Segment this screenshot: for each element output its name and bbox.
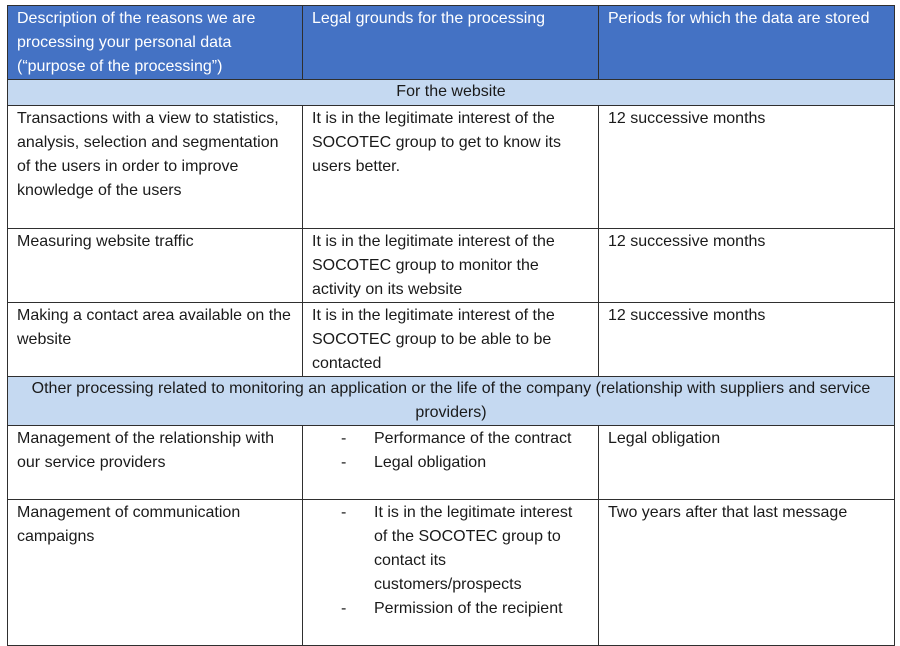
period-cell: 12 successive months xyxy=(599,106,895,229)
dash-bullet: - xyxy=(341,600,347,617)
list-item-text: Permission of the recipient xyxy=(374,600,563,617)
header-purpose: Description of the reasons we are processing your personal data (“purpose of the processing”) xyxy=(8,6,303,80)
header-legal-grounds: Legal grounds for the processing xyxy=(303,6,599,80)
purpose-cell: Measuring website traffic xyxy=(8,229,303,303)
list-item-text: Legal obligation xyxy=(374,454,487,471)
legal-grounds-list xyxy=(312,427,589,475)
purpose-cell: Transactions with a view to statistics, analysis, selection and segmentation of the users in order to improve knowledge of the users xyxy=(8,106,303,229)
table-row xyxy=(8,426,895,500)
list-item-text: Performance of the contract xyxy=(374,430,572,447)
list-item xyxy=(341,451,589,475)
section-title: For the website xyxy=(8,80,895,106)
list-item xyxy=(341,501,589,597)
purpose-cell: Management of the relationship with our service providers xyxy=(8,426,303,500)
table-row xyxy=(8,500,895,646)
period-cell: Legal obligation xyxy=(599,426,895,500)
legal-grounds-list xyxy=(312,501,589,621)
legal-cell: It is in the legitimate interest of the SOCOTEC group to get to know its users better. xyxy=(303,106,599,229)
list-item xyxy=(341,427,589,451)
section-title: Other processing related to monitoring an application or the life of the company (relationship with suppliers and service providers) xyxy=(8,377,895,426)
legal-cell xyxy=(303,426,599,500)
legal-cell: It is in the legitimate interest of the SOCOTEC group to monitor the activity on its website xyxy=(303,229,599,303)
legal-cell xyxy=(303,500,599,646)
section-row-other-processing xyxy=(8,377,895,426)
dash-bullet: - xyxy=(341,504,347,521)
list-item-text: It is in the legitimate interest of the SOCOTEC group to contact its customers/prospects xyxy=(374,504,573,593)
personal-data-processing-table xyxy=(7,5,895,646)
period-cell: 12 successive months xyxy=(599,303,895,377)
header-storage-period: Periods for which the data are stored xyxy=(599,6,895,80)
table-header-row xyxy=(8,6,895,80)
table-row xyxy=(8,106,895,229)
period-cell: 12 successive months xyxy=(599,229,895,303)
section-row-website xyxy=(8,80,895,106)
table-row xyxy=(8,303,895,377)
period-cell: Two years after that last message xyxy=(599,500,895,646)
purpose-cell: Management of communication campaigns xyxy=(8,500,303,646)
dash-bullet: - xyxy=(341,430,347,447)
dash-bullet: - xyxy=(341,454,347,471)
purpose-cell: Making a contact area available on the website xyxy=(8,303,303,377)
legal-cell: It is in the legitimate interest of the SOCOTEC group to be able to be contacted xyxy=(303,303,599,377)
list-item xyxy=(341,597,589,621)
table-row xyxy=(8,229,895,303)
